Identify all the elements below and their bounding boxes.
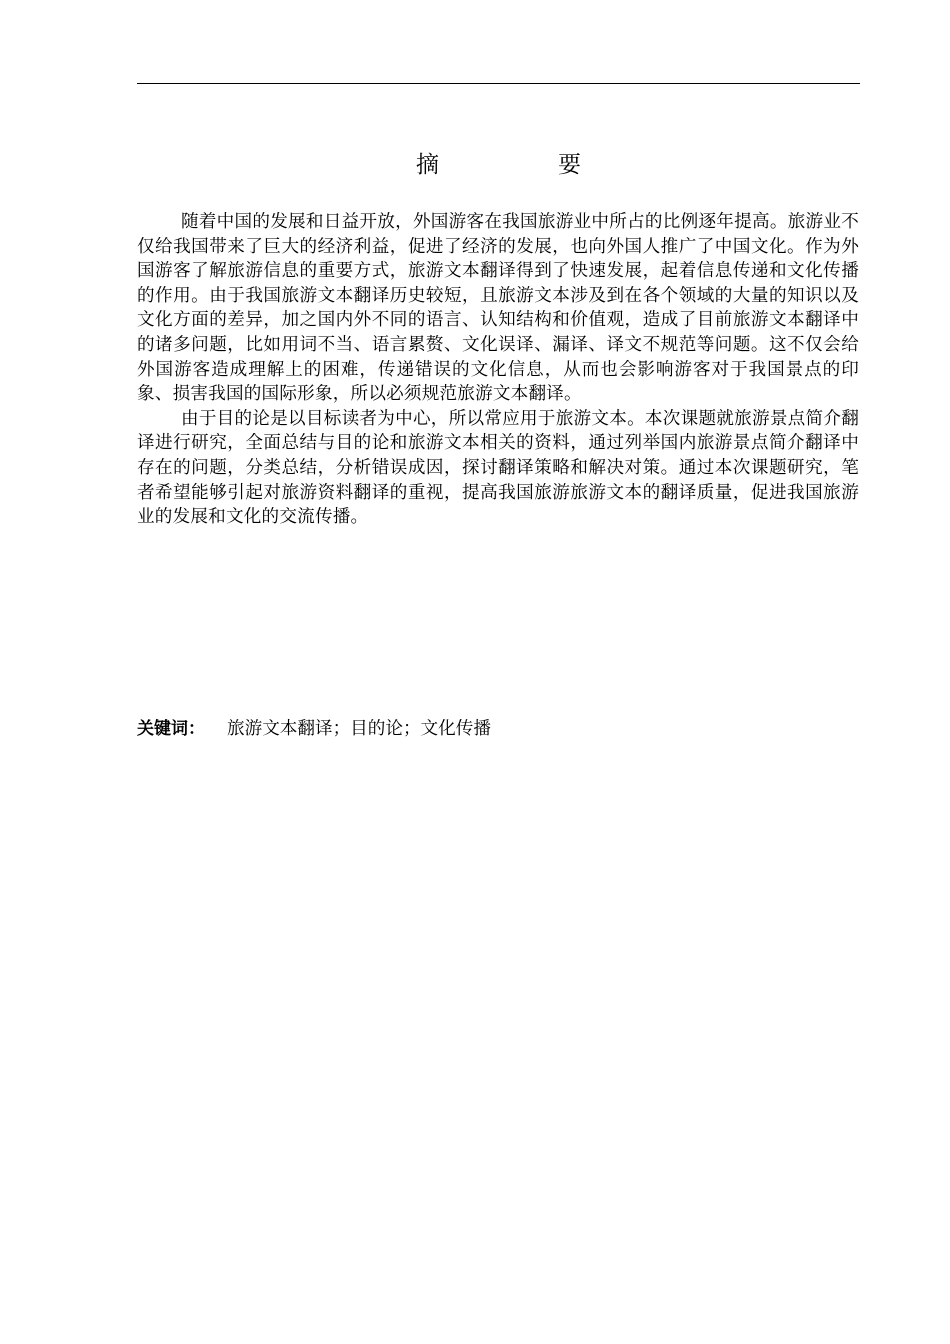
keywords-values: 旅游文本翻译；目的论；文化传播 bbox=[227, 719, 491, 739]
header-rule bbox=[137, 83, 860, 84]
abstract-body bbox=[137, 210, 859, 530]
abstract-paragraph-2: 由于目的论是以目标读者为中心，所以常应用于旅游文本。本次课题就旅游景点简介翻译进行研究，全面总结与目的论和旅游文本相关的资料，通过列举国内旅游景点简介翻译中存在的问题，分类总结，分析错误成因，探讨翻译策略和解决对策。通过本次课题研究，笔者希望能够引起对旅游资料翻译的重视，提高我国旅游旅游文本的翻译质量，促进我国旅游业的发展和文化的交流传播。 bbox=[137, 408, 859, 528]
keywords-line bbox=[137, 716, 860, 742]
abstract-title: 摘 要 bbox=[416, 152, 629, 178]
keywords-label: 关键词： bbox=[137, 719, 205, 739]
abstract-paragraph-1: 随着中国的发展和日益开放，外国游客在我国旅游业中所占的比例逐年提高。旅游业不仅给我国带来了巨大的经济利益，促进了经济的发展，也向外国人推广了中国文化。作为外国游客了解旅游信息的重要方式，旅游文本翻译得到了快速发展，起着信息传递和文化传播的作用。由于我国旅游文本翻译历史较短，且旅游文本涉及到在各个领域的大量的知识以及文化方面的差异，加之国内外不同的语言、认知结构和价值观，造成了目前旅游文本翻译中的诸多问题，比如用词不当、语言累赘、文化误译、漏译、译文不规范等问题。这不仅会给外国游客造成理解上的困难，传递错误的文化信息，从而也会影响游客对于我国景点的印象、损害我国的国际形象，所以必须规范旅游文本翻译。 bbox=[137, 212, 859, 405]
